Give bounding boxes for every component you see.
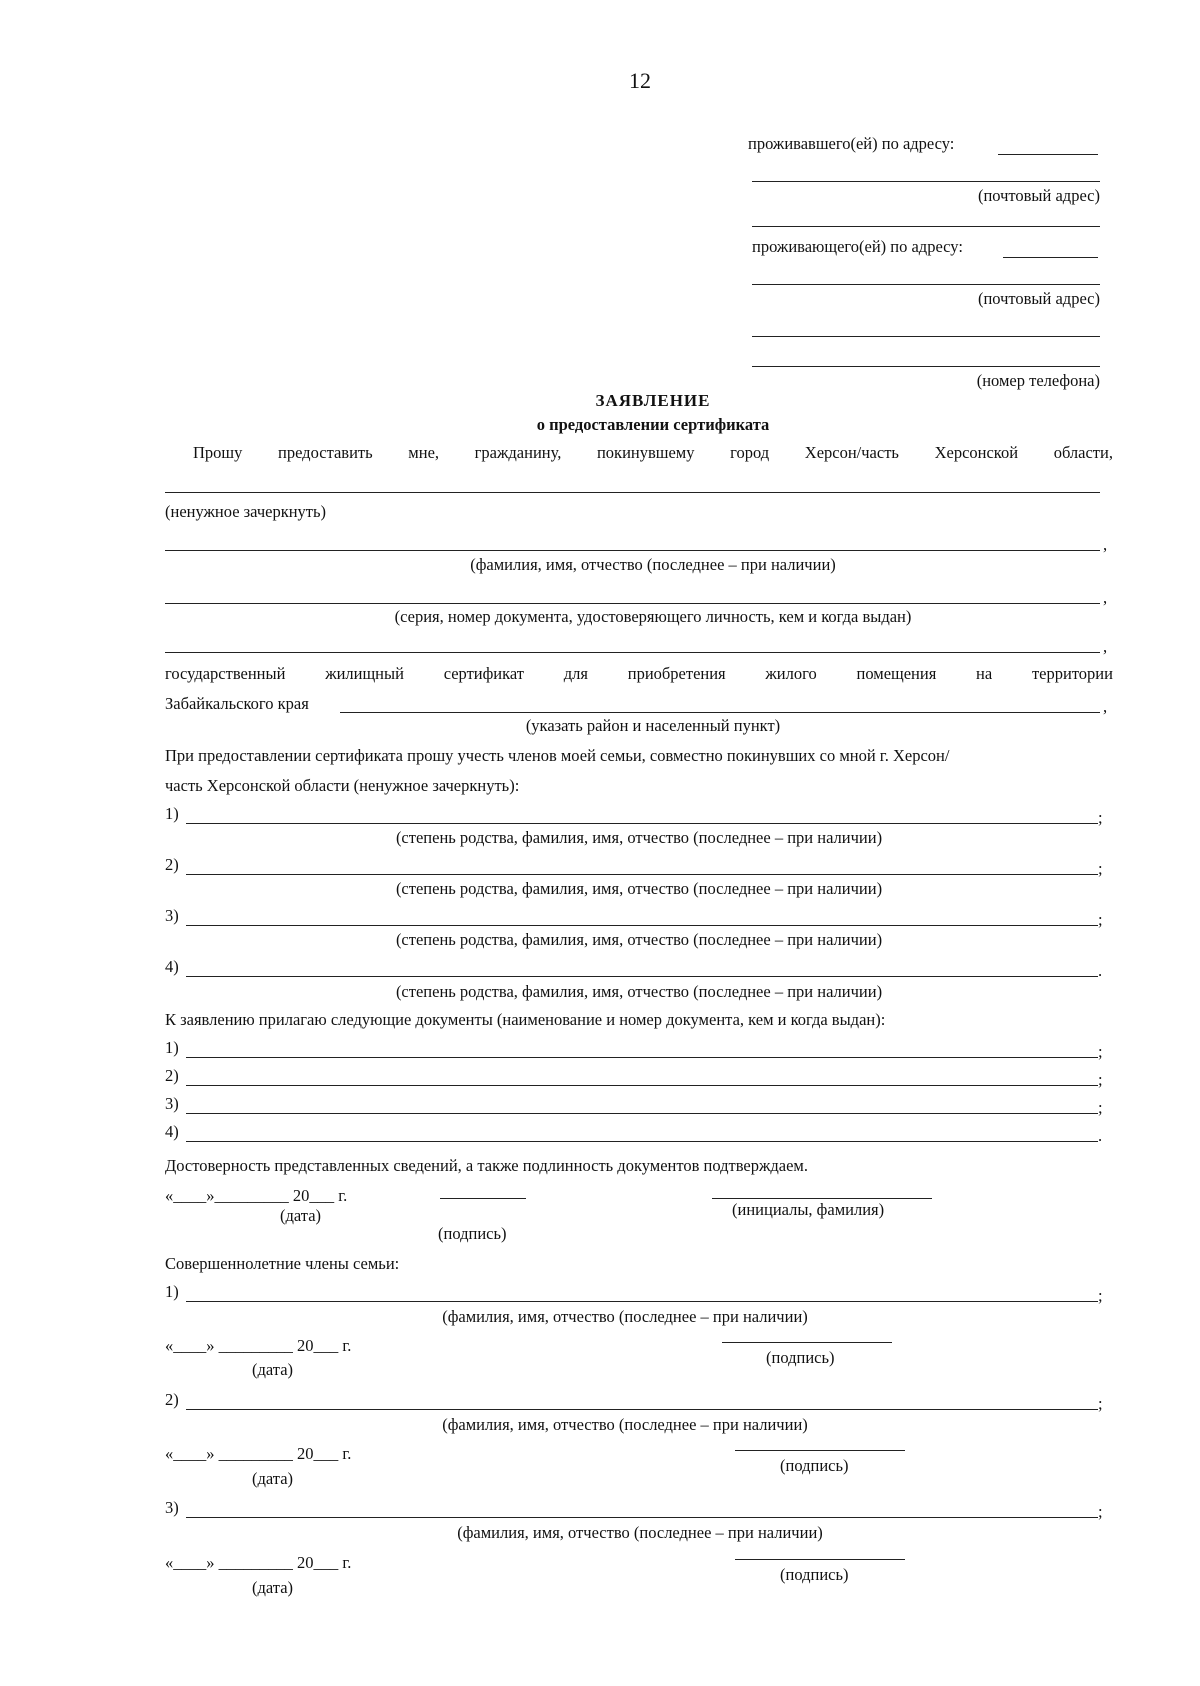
current-address-line-3[interactable] — [752, 336, 1100, 337]
adult-members-label: Совершеннолетние члены семьи: — [165, 1254, 400, 1273]
adult-member-end: ; — [1098, 1394, 1103, 1413]
adult-member-line[interactable] — [186, 1409, 1098, 1410]
line-end-comma: , — [1103, 637, 1108, 656]
document-subtitle: о предоставлении сертификата — [536, 415, 770, 434]
signature-caption: (подпись) — [438, 1224, 507, 1243]
family-member-line[interactable] — [186, 823, 1098, 824]
family-member-end: ; — [1098, 859, 1103, 878]
family-member-number: 1) — [165, 804, 179, 823]
postal-address-caption-2: (почтовый адрес) — [977, 289, 1100, 308]
document-number: 4) — [165, 1122, 179, 1141]
current-address-line[interactable] — [1003, 257, 1098, 258]
document-number: 2) — [165, 1066, 179, 1085]
document-number: 1) — [165, 1038, 179, 1057]
request-word: области, — [1053, 443, 1113, 462]
date-caption: (дата) — [280, 1206, 322, 1225]
current-address-line-2[interactable] — [752, 284, 1100, 285]
adult-member-signature-line[interactable] — [735, 1559, 905, 1560]
date-field[interactable]: «____»_________ 20___ г. — [165, 1186, 348, 1205]
family-member-caption: (степень родства, фамилия, имя, отчество (последнее – при наличии) — [395, 879, 883, 898]
phone-caption: (номер телефона) — [976, 371, 1100, 390]
family-member-number: 3) — [165, 906, 179, 925]
adult-member-caption: (фамилия, имя, отчество (последнее – при наличии) — [457, 1523, 823, 1542]
request-word: мне, — [408, 443, 440, 462]
document-line[interactable] — [186, 1057, 1098, 1058]
line-end-comma: , — [1103, 697, 1108, 716]
page-number: 12 — [629, 68, 651, 93]
former-address-line-3[interactable] — [752, 226, 1100, 227]
former-address-line-2[interactable] — [752, 181, 1100, 182]
adult-member-date[interactable]: «____» _________ 20___ г. — [165, 1444, 352, 1463]
id-doc-line-2[interactable] — [165, 652, 1100, 653]
fio-line[interactable] — [165, 550, 1100, 551]
adult-member-caption: (фамилия, имя, отчество (последнее – при наличии) — [442, 1415, 808, 1434]
fio-caption: (фамилия, имя, отчество (последнее – при наличии) — [470, 555, 836, 574]
request-word: Херсонской — [934, 443, 1019, 462]
family-member-end: ; — [1098, 910, 1103, 929]
request-word: предоставить — [278, 443, 373, 462]
request-word: Прошу — [193, 443, 243, 462]
adult-member-number: 2) — [165, 1390, 179, 1409]
certificate-word: сертификат — [443, 664, 525, 683]
line-end-comma: , — [1103, 588, 1108, 607]
confirm-text: Достоверность представленных сведений, а также подлинность документов подтверждаем. — [165, 1156, 809, 1175]
signature-line[interactable] — [440, 1198, 526, 1199]
certificate-word: жилищный — [325, 664, 404, 683]
id-doc-caption: (серия, номер документа, удостоверяющего личность, кем и когда выдан) — [394, 607, 912, 626]
document-line[interactable] — [186, 1113, 1098, 1114]
certificate-word: государственный — [165, 664, 286, 683]
line-end-comma: , — [1103, 535, 1108, 554]
initials-line[interactable] — [712, 1198, 932, 1199]
certificate-word: приобретения — [627, 664, 726, 683]
family-member-end: ; — [1098, 808, 1103, 827]
adult-member-line[interactable] — [186, 1301, 1098, 1302]
family-intro-2: часть Херсонской области (ненужное зачеркнуть): — [165, 776, 520, 795]
document-title: ЗАЯВЛЕНИЕ — [595, 391, 711, 410]
request-word: покинувшему — [596, 443, 695, 462]
phone-line[interactable] — [752, 366, 1100, 367]
strike-note: (ненужное зачеркнуть) — [165, 502, 327, 521]
document-end: ; — [1098, 1042, 1103, 1061]
family-member-line[interactable] — [186, 976, 1098, 977]
region-label: Забайкальского края — [165, 694, 309, 713]
adult-member-line[interactable] — [186, 1517, 1098, 1518]
document-end: . — [1098, 1126, 1103, 1145]
document-number: 3) — [165, 1094, 179, 1113]
family-member-line[interactable] — [186, 925, 1098, 926]
postal-address-caption-1: (почтовый адрес) — [977, 186, 1100, 205]
adult-member-date[interactable]: «____» _________ 20___ г. — [165, 1336, 352, 1355]
request-word: Херсон/часть — [804, 443, 899, 462]
certificate-word: жилого — [765, 664, 817, 683]
family-member-number: 2) — [165, 855, 179, 874]
current-address-label: проживающего(ей) по адресу: — [752, 237, 963, 256]
document-line[interactable] — [186, 1085, 1098, 1086]
former-address-line[interactable] — [998, 154, 1098, 155]
adult-member-date[interactable]: «____» _________ 20___ г. — [165, 1553, 352, 1572]
family-member-caption: (степень родства, фамилия, имя, отчество (последнее – при наличии) — [395, 982, 883, 1001]
adult-member-signature-caption: (подпись) — [766, 1348, 835, 1367]
region-caption: (указать район и населенный пункт) — [525, 716, 781, 735]
family-member-caption: (степень родства, фамилия, имя, отчество (последнее – при наличии) — [395, 828, 883, 847]
family-intro-1: При предоставлении сертификата прошу учесть членов моей семьи, совместно покинувших со мной г. Херсон/ — [165, 746, 950, 765]
request-line — [193, 445, 1113, 462]
documents-intro: К заявлению прилагаю следующие документы (наименование и номер документа, кем и когда выдан): — [165, 1010, 886, 1029]
request-word: город — [730, 443, 770, 462]
request-blank-line[interactable] — [165, 492, 1100, 493]
document-end: ; — [1098, 1098, 1103, 1117]
region-line[interactable] — [340, 712, 1100, 713]
adult-member-signature-caption: (подпись) — [780, 1456, 849, 1475]
adult-member-end: ; — [1098, 1502, 1103, 1521]
adult-member-number: 3) — [165, 1498, 179, 1517]
adult-member-end: ; — [1098, 1286, 1103, 1305]
document-line[interactable] — [186, 1141, 1098, 1142]
adult-member-date-caption: (дата) — [252, 1360, 294, 1379]
family-member-caption: (степень родства, фамилия, имя, отчество (последнее – при наличии) — [395, 930, 883, 949]
former-address-label: проживавшего(ей) по адресу: — [748, 134, 955, 153]
certificate-word: на — [976, 664, 993, 683]
certificate-line — [165, 666, 1113, 683]
family-member-end: . — [1098, 961, 1103, 980]
adult-member-signature-line[interactable] — [735, 1450, 905, 1451]
certificate-word: территории — [1031, 664, 1113, 683]
document-end: ; — [1098, 1070, 1103, 1089]
adult-member-date-caption: (дата) — [252, 1469, 294, 1488]
adult-member-date-caption: (дата) — [252, 1578, 294, 1597]
adult-member-signature-caption: (подпись) — [780, 1565, 849, 1584]
certificate-word: для — [563, 664, 588, 683]
certificate-word: помещения — [856, 664, 937, 683]
family-member-number: 4) — [165, 957, 179, 976]
family-member-line[interactable] — [186, 874, 1098, 875]
adult-member-number: 1) — [165, 1282, 179, 1301]
initials-caption: (инициалы, фамилия) — [732, 1200, 885, 1219]
id-doc-line[interactable] — [165, 603, 1100, 604]
request-word: гражданину, — [474, 443, 562, 462]
adult-member-signature-line[interactable] — [722, 1342, 892, 1343]
adult-member-caption: (фамилия, имя, отчество (последнее – при наличии) — [442, 1307, 808, 1326]
